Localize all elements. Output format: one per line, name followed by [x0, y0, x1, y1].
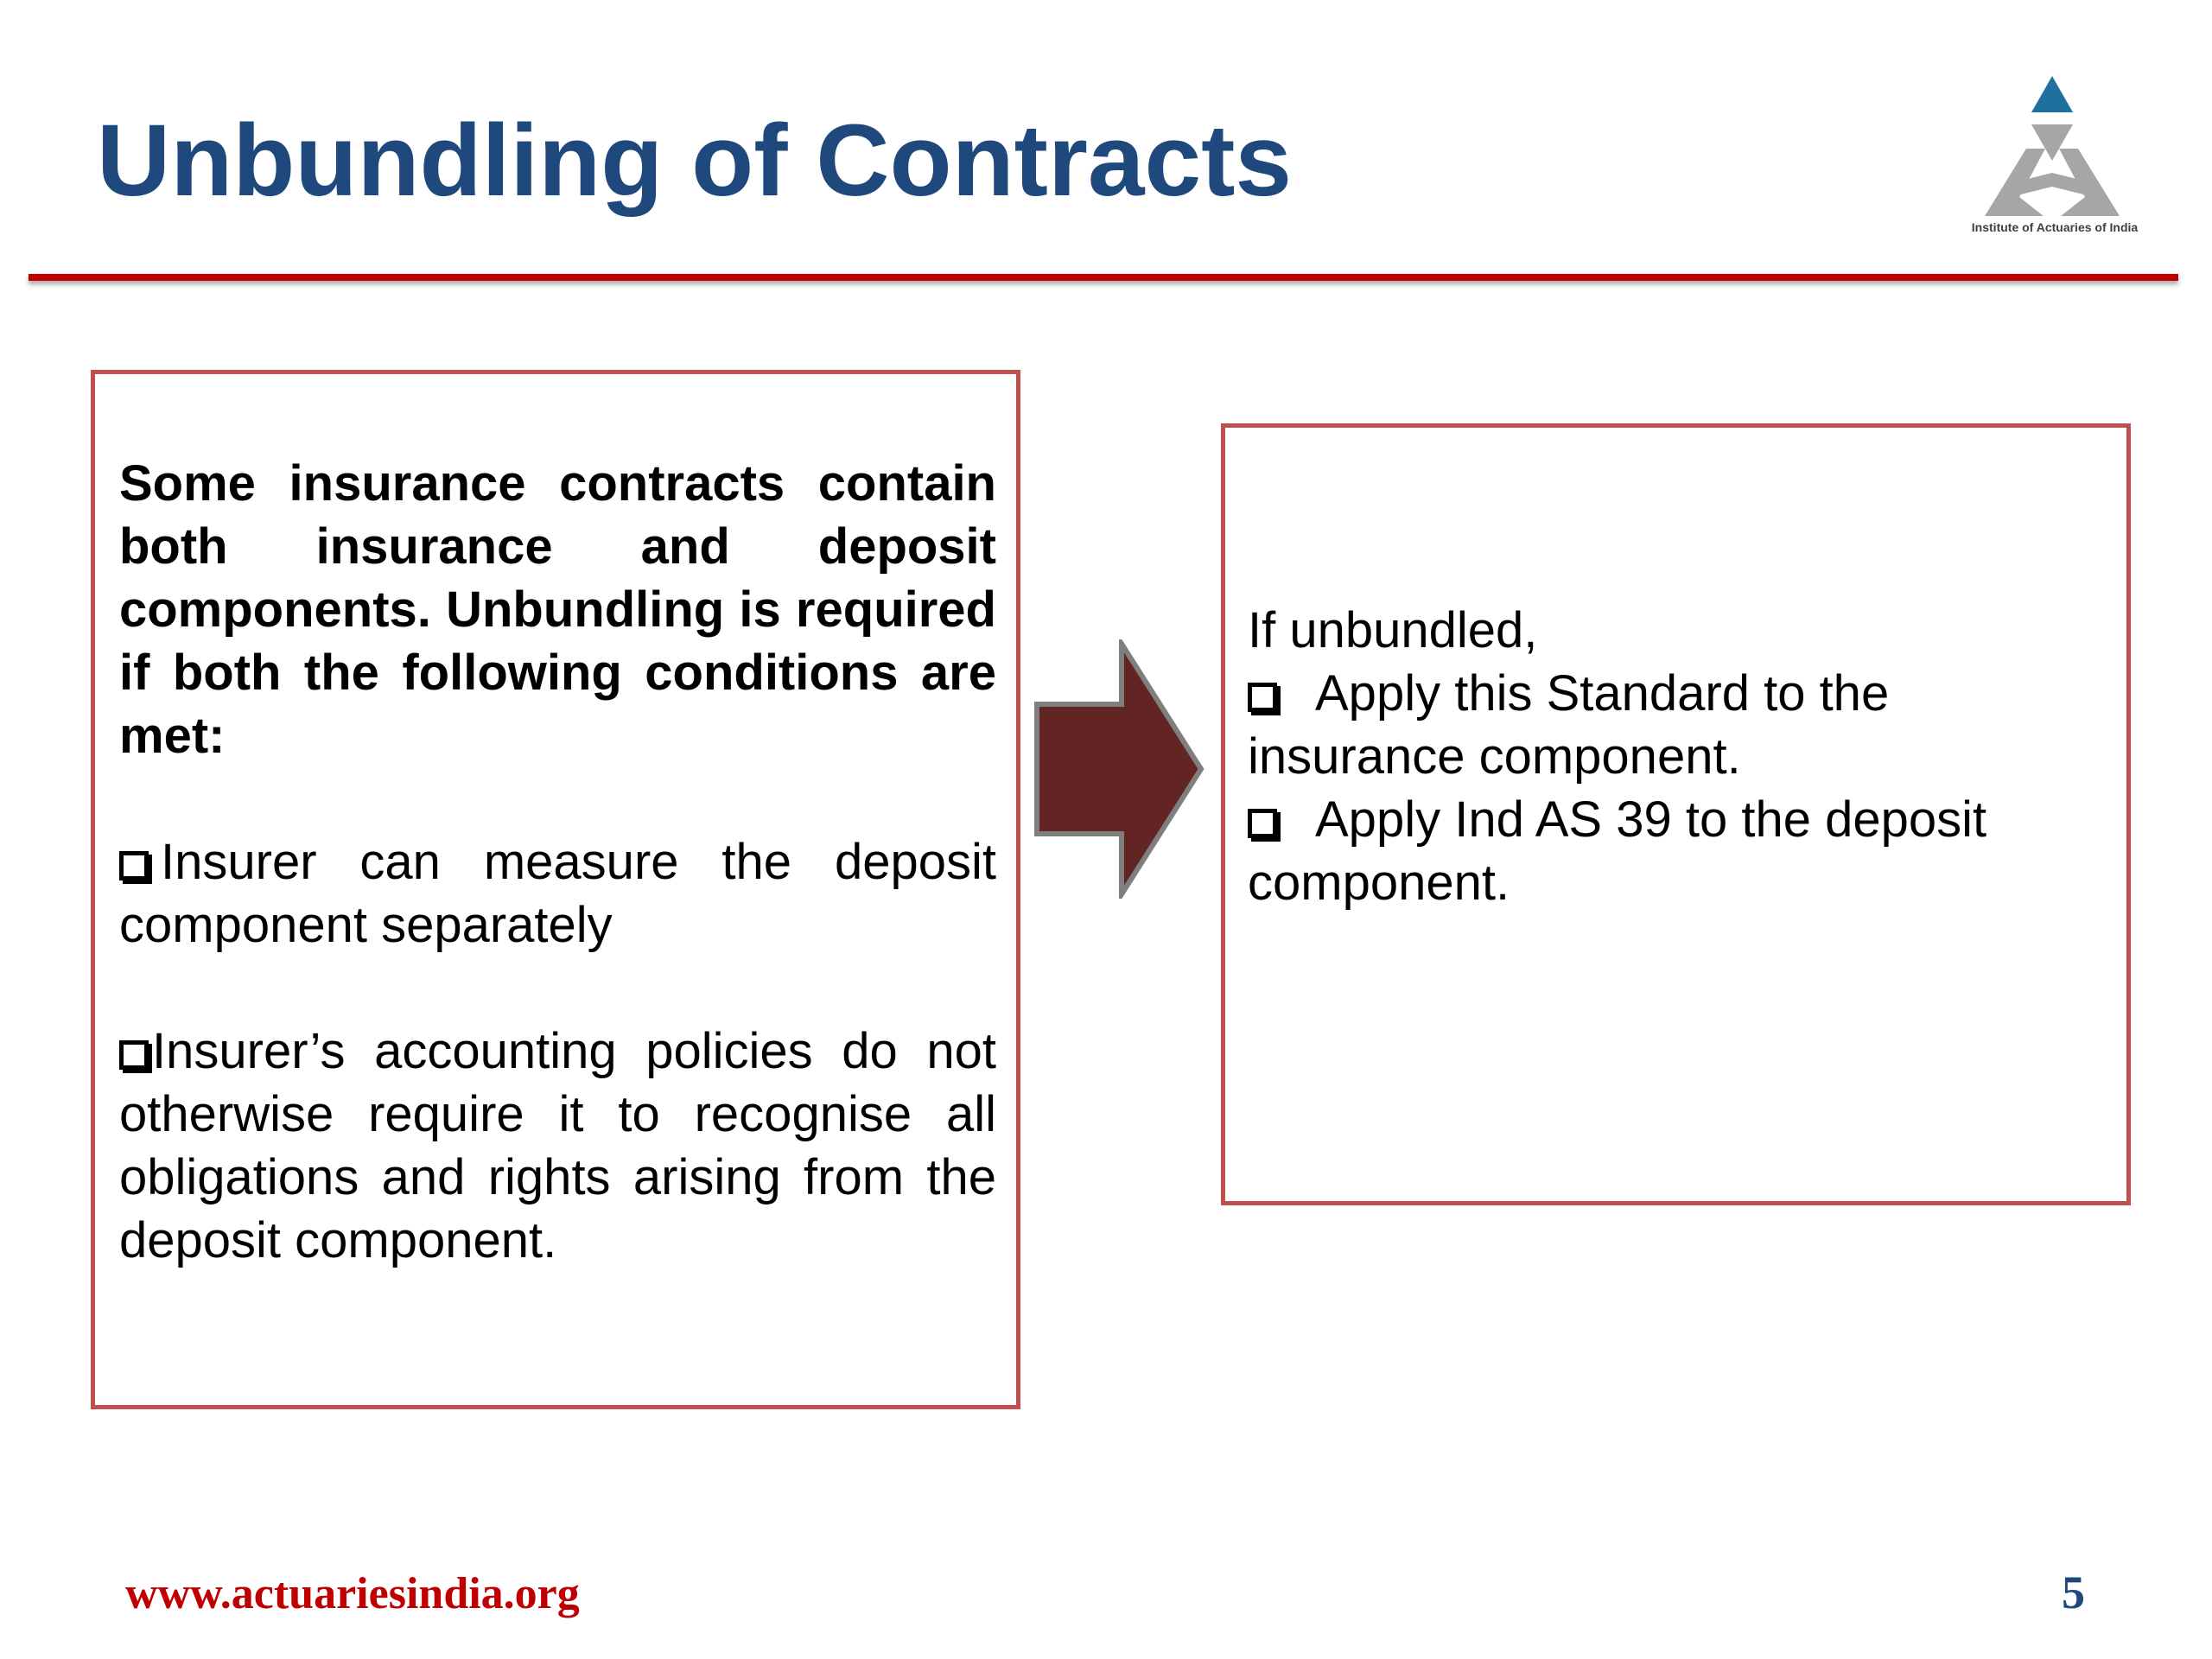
checkbox-bullet-icon	[119, 1040, 149, 1070]
unbundled-box	[1221, 423, 2131, 1205]
unbundled-1-text: Apply this Standard to the insurance component.	[1248, 665, 1890, 785]
title-divider	[29, 274, 2178, 281]
conditions-box	[91, 370, 1020, 1409]
logo-top-triangle	[2031, 76, 2073, 112]
right-arrow-icon	[1033, 639, 1205, 899]
slide-title: Unbundling of Contracts	[97, 104, 1293, 218]
unbundled-item-2	[1248, 788, 2103, 914]
condition-1-text: Insurer can measure the deposit component separately	[119, 834, 996, 953]
checkbox-bullet-icon	[119, 851, 149, 880]
conditions-intro: Some insurance contracts contain both insurance and deposit components. Unbundling is required if both the following conditions are met:	[119, 455, 996, 764]
iai-logo	[1948, 71, 2156, 244]
footer-url[interactable]: www.actuariesindia.org	[125, 1569, 580, 1618]
condition-item-1	[119, 830, 996, 957]
unbundled-item-1	[1248, 662, 2103, 788]
unbundled-2-text: Apply Ind AS 39 to the deposit component.	[1248, 791, 1987, 911]
checkbox-bullet-icon	[1248, 809, 1277, 838]
unbundled-text	[1248, 599, 2103, 914]
conditions-text	[119, 452, 996, 1272]
condition-item-2	[119, 1020, 996, 1272]
checkbox-bullet-icon	[1248, 683, 1277, 712]
logo-caption: Institute of Actuaries of India	[1971, 220, 2139, 234]
condition-2-text: Insurer’s accounting policies do not otherwise require it to recognise all obligations and rights arising from the deposit component.	[119, 1023, 996, 1268]
unbundled-lead: If unbundled,	[1248, 602, 1538, 658]
page-number: 5	[2062, 1567, 2085, 1618]
